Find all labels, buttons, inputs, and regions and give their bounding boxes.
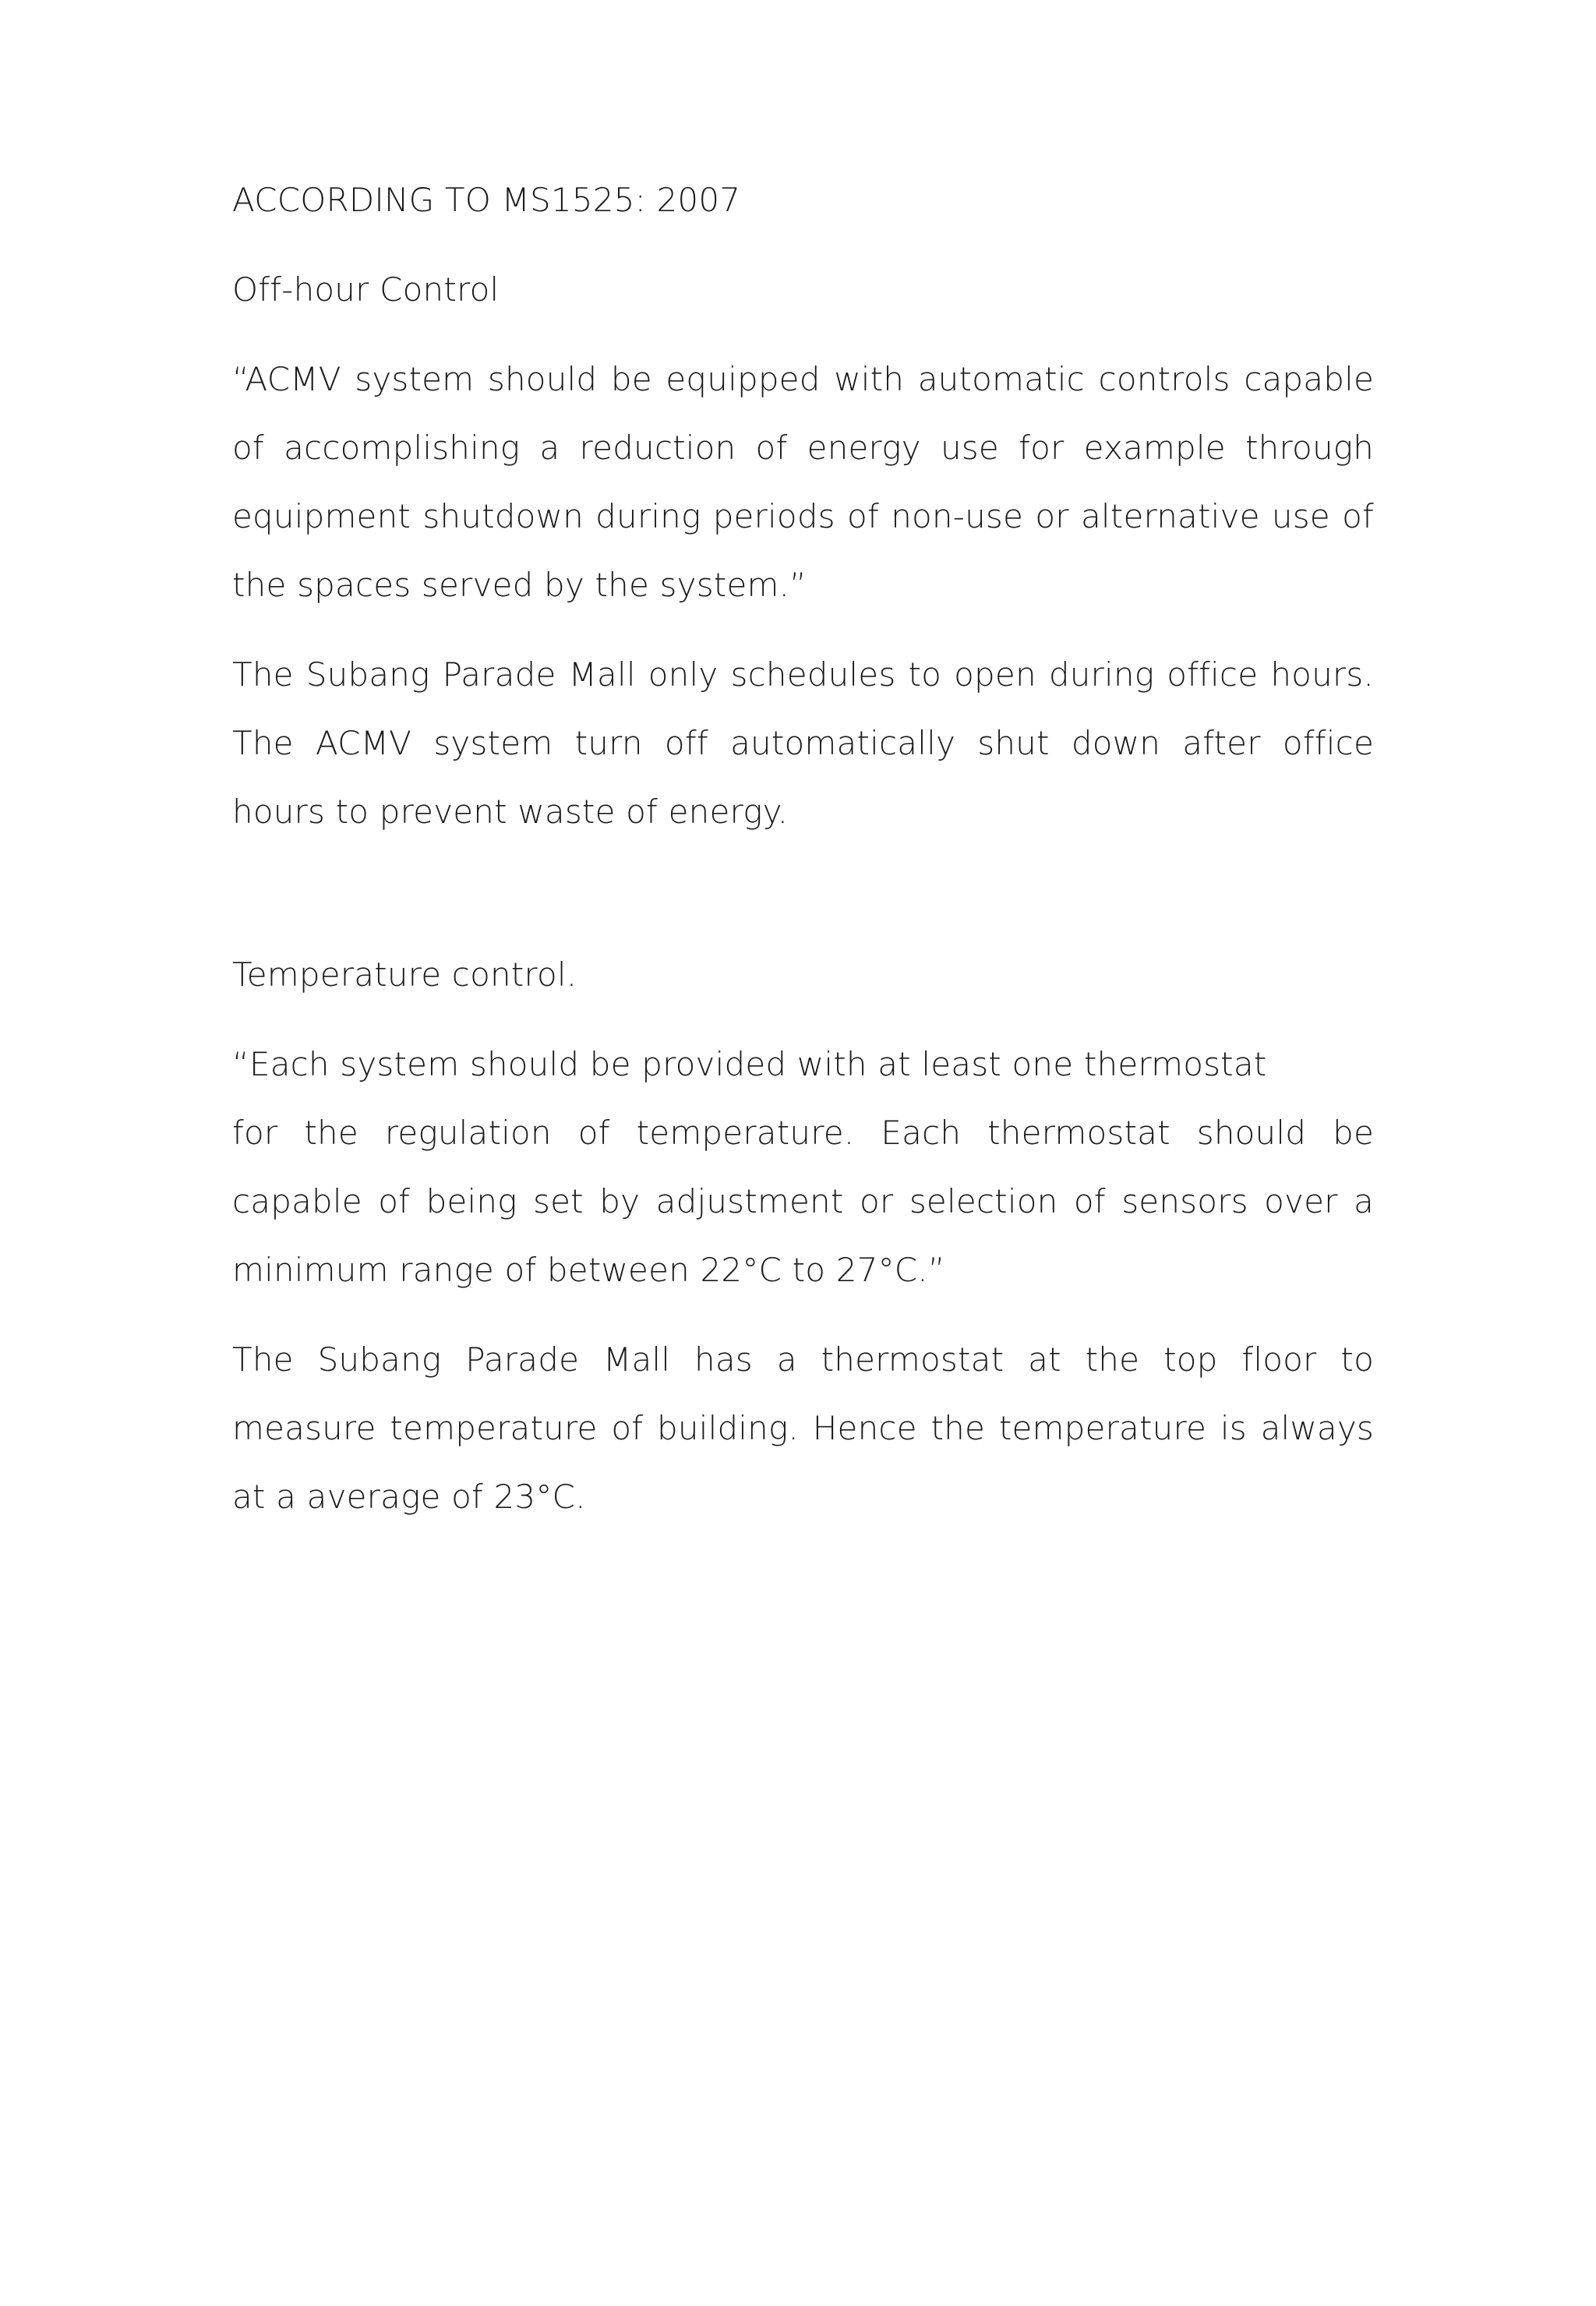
standard-quote-off-hour-control: “ACMV system should be equipped with automatic controls capable of accomplishing a reduction of energy use for example through equipment shutdown during periods of non-use or alternative use of the spaces served by the system.” [232, 360, 1374, 604]
standard-quote-temperature-first-line: “Each system should be provided with at least one thermostat [232, 1045, 1267, 1083]
section-title-off-hour-control: Off-hour Control [232, 270, 500, 309]
standard-quote-temperature-rest: for the regulation of temperature. Each thermostat should be capable of being set by adjustment or selection of sensors over a minimum range of between 22°C to 27°C.” [232, 1114, 1374, 1289]
section-title-temperature-control: Temperature control. [232, 955, 577, 994]
document-page [232, 166, 1374, 1531]
commentary-temperature-control: The Subang Parade Mall has a thermostat at the top floor to measure temperature of building. Hence the temperature is always at a average of 23°C. [232, 1340, 1374, 1516]
commentary-off-hour-control: The Subang Parade Mall only schedules to open during office hours. The ACMV system turn off automatically shut down after office hours to prevent waste of energy. [232, 655, 1374, 831]
document-heading: ACCORDING TO MS1525: 2007 [232, 181, 741, 219]
